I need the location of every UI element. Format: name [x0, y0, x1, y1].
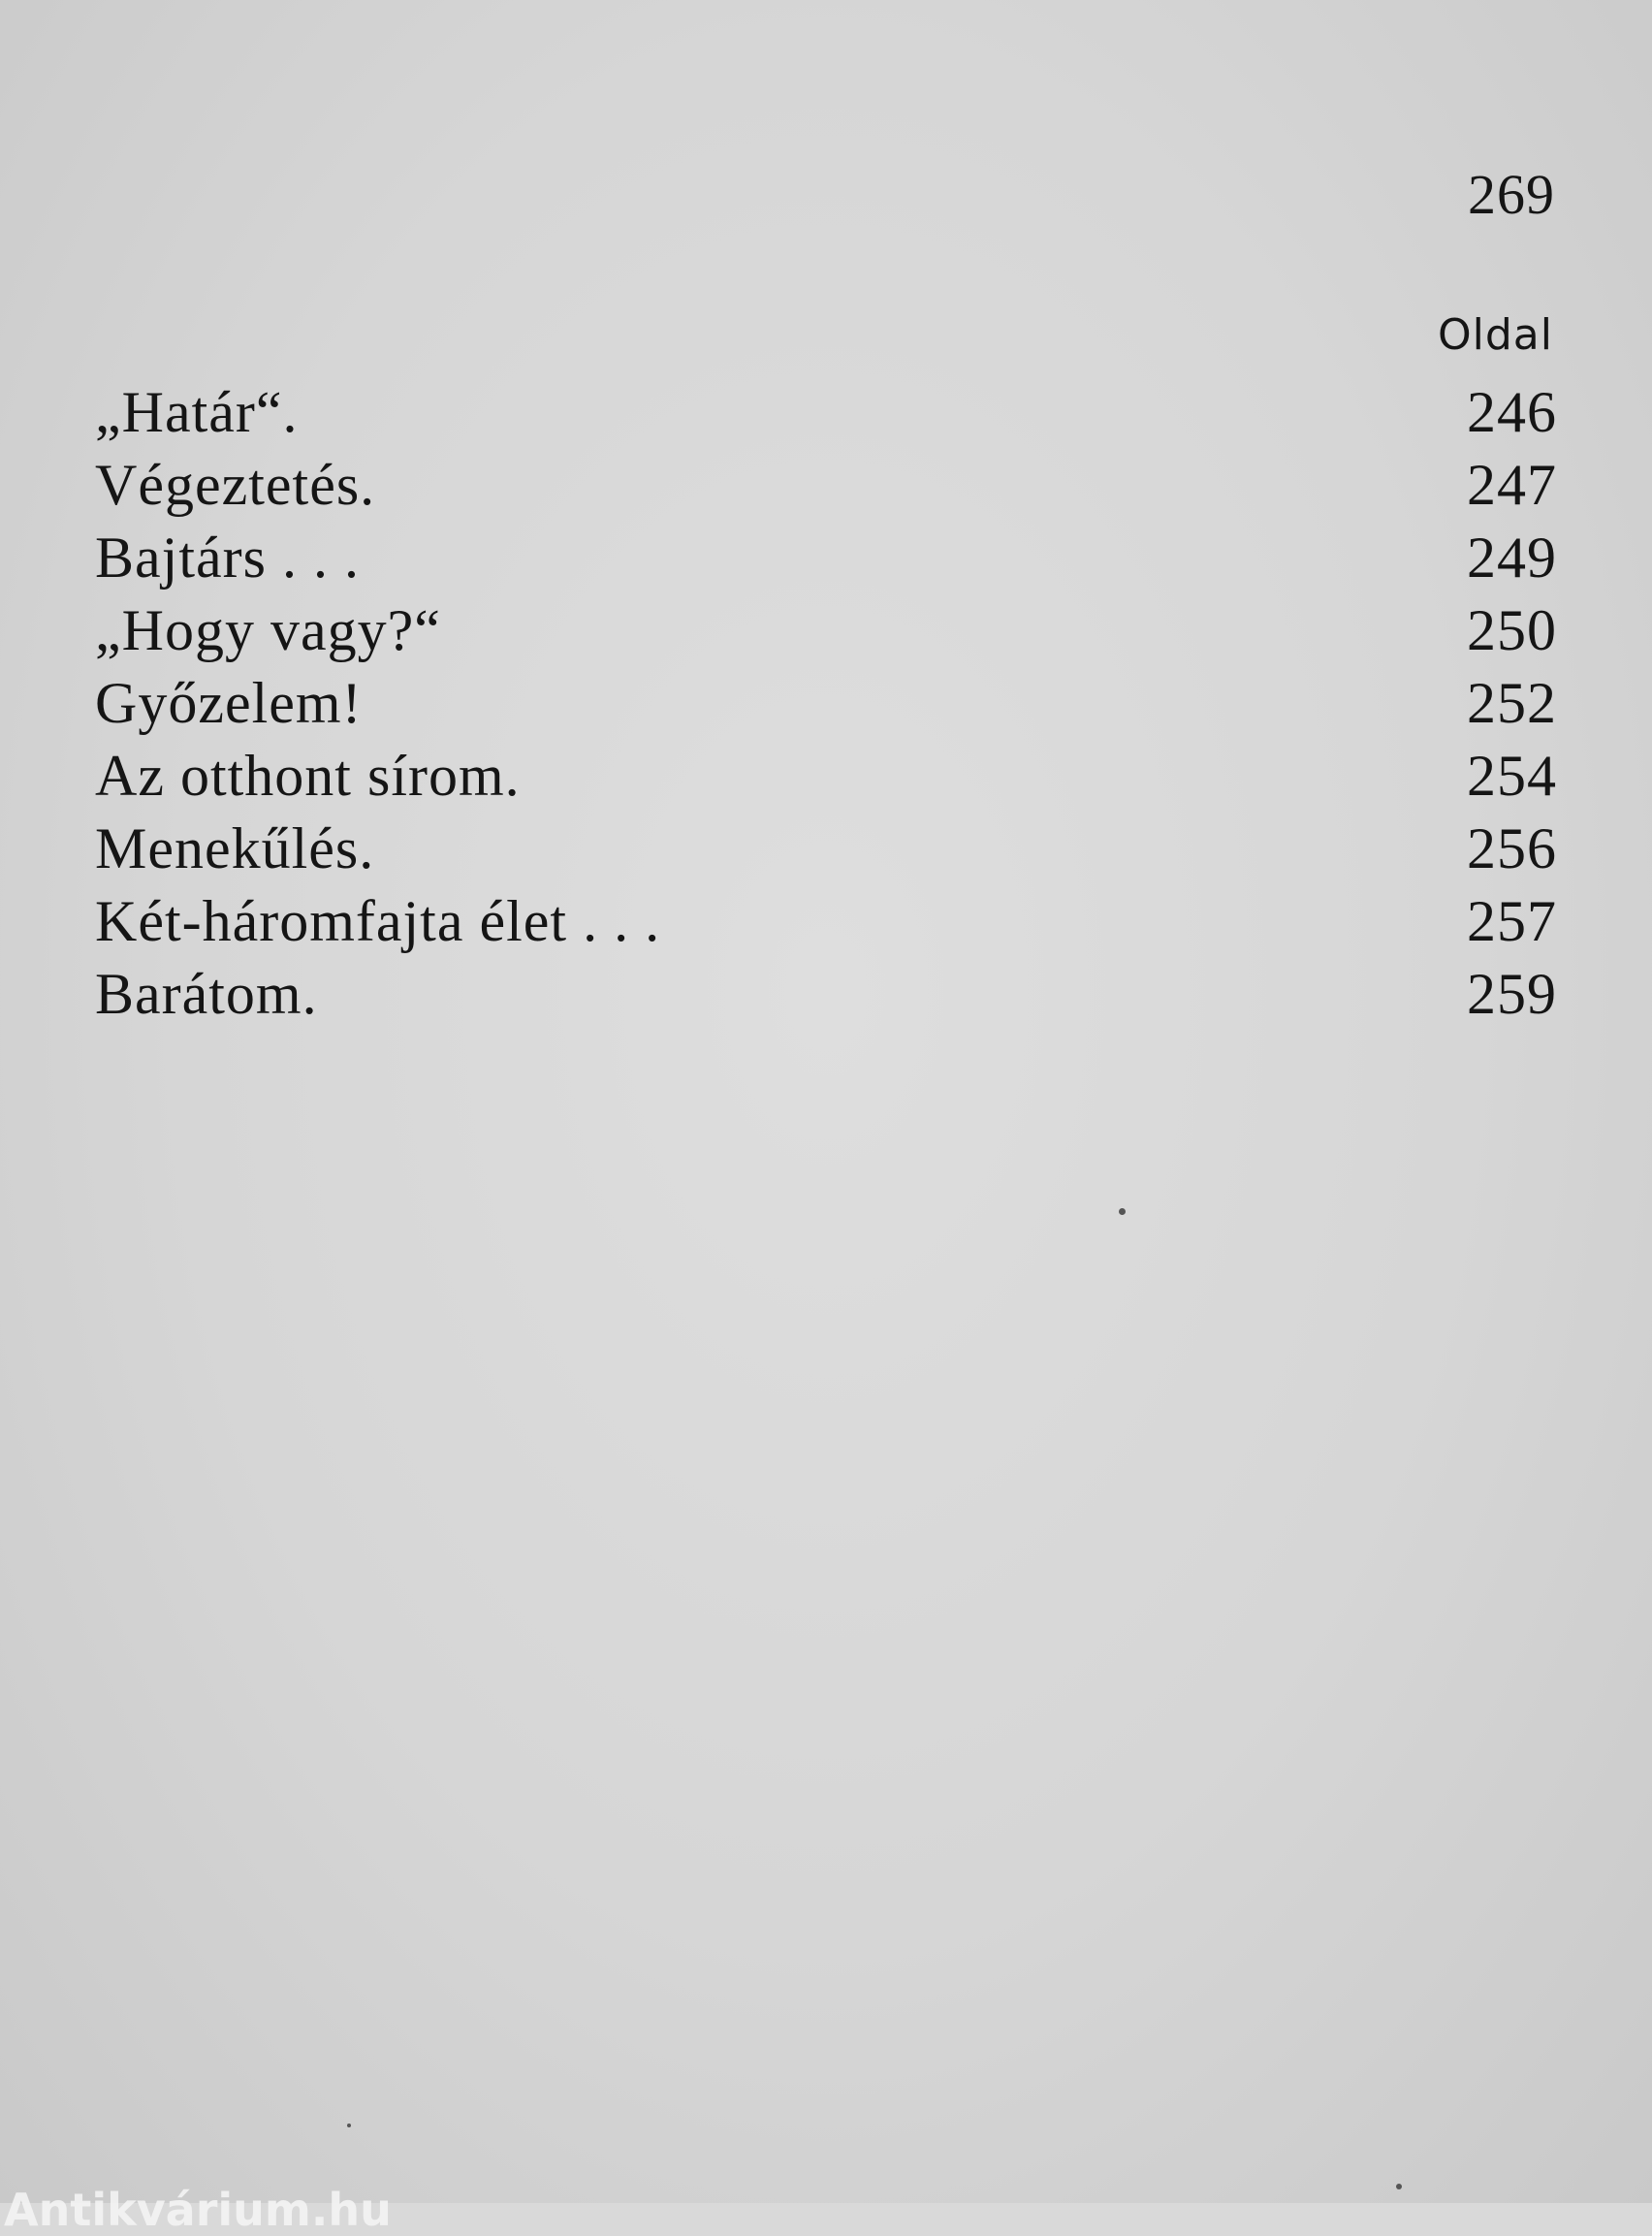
- toc-entry-title: Bajtárs . . .: [95, 526, 360, 590]
- toc-entry-page: 254: [1467, 744, 1557, 808]
- toc-entry-title: Barátom.: [95, 962, 318, 1026]
- toc-entry-page: 247: [1467, 453, 1557, 517]
- paper-speck: [1119, 1208, 1126, 1215]
- toc-entry-title: Menekűlés.: [95, 816, 375, 880]
- toc-entry: [95, 813, 1557, 885]
- toc-entry-title: Végeztetés.: [95, 453, 376, 517]
- toc-entry-page: 259: [1467, 962, 1557, 1026]
- toc-entry: [95, 740, 1557, 813]
- paper-speck: [347, 2124, 351, 2127]
- toc-entry: [95, 376, 1557, 449]
- watermark: Antikvárium.hu: [4, 2184, 392, 2236]
- toc-entry: [95, 667, 1557, 740]
- toc-entry: [95, 522, 1557, 594]
- page-number: 269: [1468, 163, 1555, 226]
- toc-entry-page: 246: [1467, 380, 1557, 444]
- toc-entry-title: „Határ“.: [95, 380, 299, 444]
- page-column-header: Oldal: [1438, 310, 1553, 360]
- toc-entry-title: Győzelem!: [95, 671, 363, 735]
- toc-entry: [95, 594, 1557, 667]
- toc-entry-page: 257: [1467, 889, 1557, 953]
- toc-entry-page: 256: [1467, 816, 1557, 880]
- toc-entry-page: 250: [1467, 598, 1557, 662]
- toc-entry-title: Az otthont sírom.: [95, 744, 521, 808]
- toc-entry: [95, 958, 1557, 1031]
- table-of-contents: [95, 376, 1557, 1031]
- paper-speck: [1396, 2184, 1402, 2189]
- toc-entry-page: 249: [1467, 526, 1557, 590]
- toc-entry-title: Két-háromfajta élet . . .: [95, 889, 661, 953]
- toc-entry-page: 252: [1467, 671, 1557, 735]
- toc-entry-title: „Hogy vagy?“: [95, 598, 441, 662]
- toc-entry: [95, 885, 1557, 958]
- toc-entry: [95, 449, 1557, 522]
